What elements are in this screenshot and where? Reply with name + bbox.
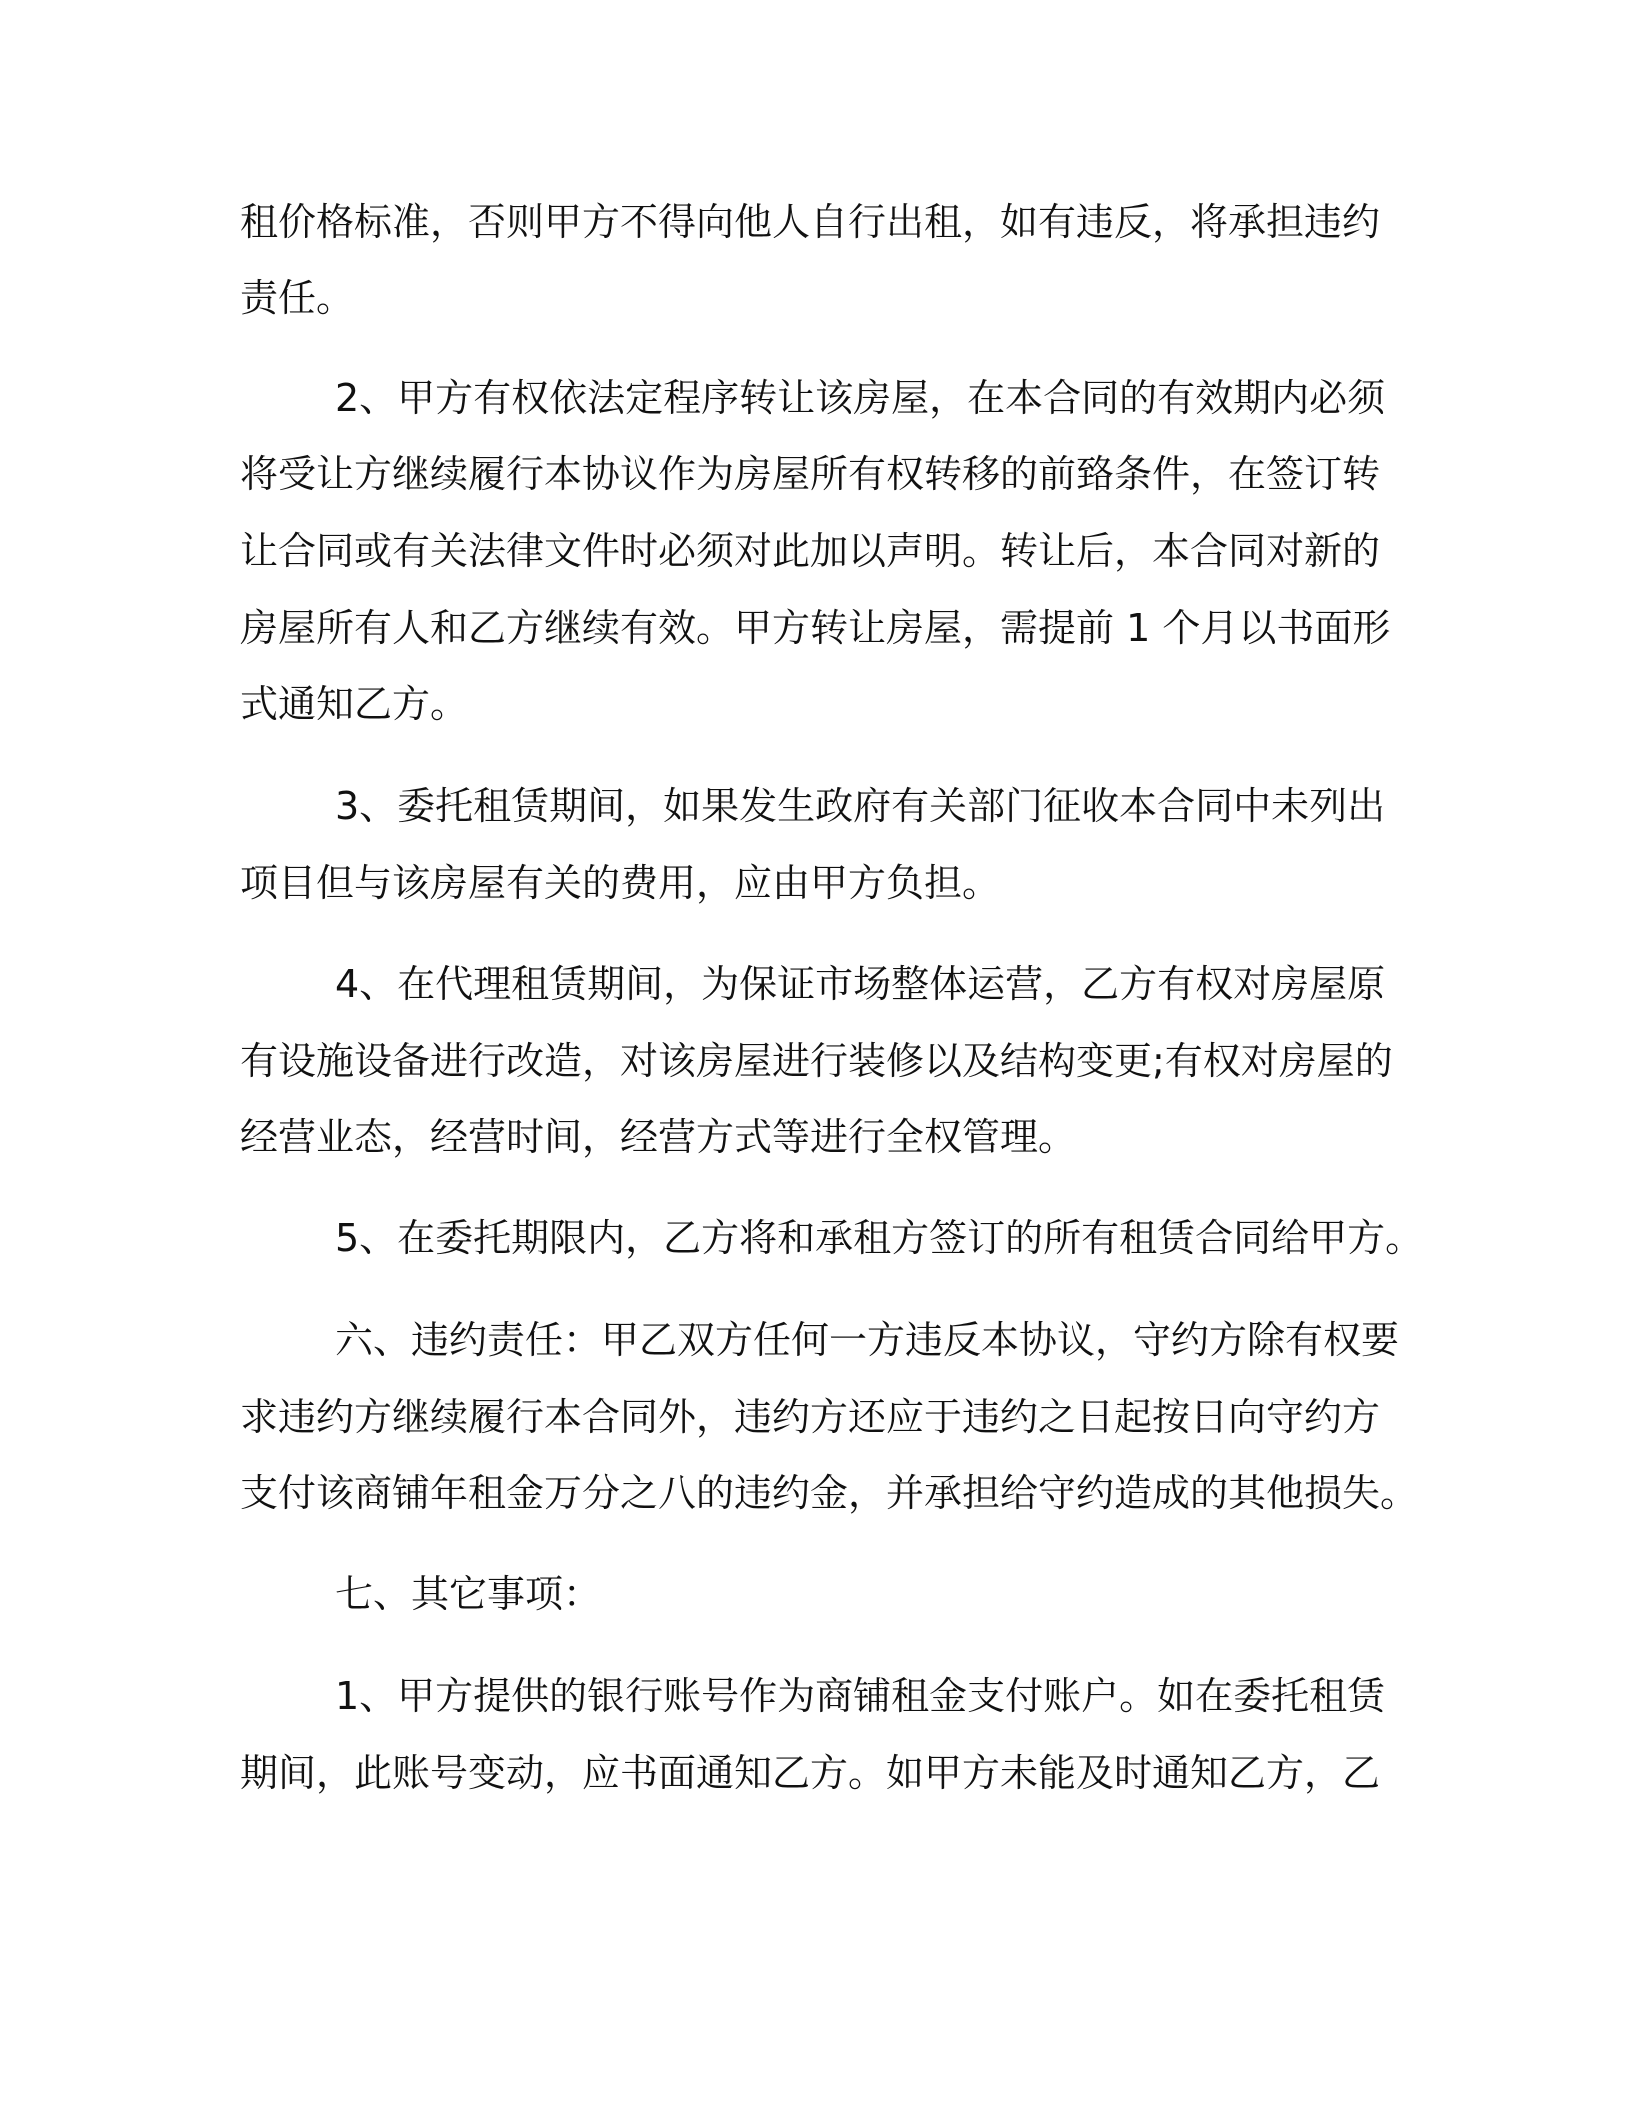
text-line: 租价格标准，否则甲方不得向他人自行出租，如有违反，将承担违约 xyxy=(240,200,1381,244)
text-line: 求违约方继续履行本合同外，违约方还应于违约之日起按日向守约方 xyxy=(240,1395,1381,1439)
text-line: 支付该商铺年租金万分之八的违约金，并承担给守约造成的其他损失。 xyxy=(240,1471,1419,1515)
paragraph-start-line: 2、甲方有权依法定程序转让该房屋，在本合同的有效期内必须 xyxy=(335,376,1386,420)
text-line: 期间，此账号变动，应书面通知乙方。如甲方未能及时通知乙方，乙 xyxy=(240,1751,1381,1795)
text-line: 让合同或有关法律文件时必须对此加以声明。转让后，本合同对新的 xyxy=(240,529,1381,573)
text-line: 有设施设备进行改造，对该房屋进行装修以及结构变更;有权对房屋的 xyxy=(240,1039,1393,1083)
text-line: 将受让方继续履行本协议作为房屋所有权转移的前臵条件，在签订转 xyxy=(240,452,1381,496)
section-heading-line: 七、其它事项： xyxy=(335,1572,602,1616)
text-line: 经营业态，经营时间，经营方式等进行全权管理。 xyxy=(240,1115,1077,1159)
text-line: 责任。 xyxy=(240,276,355,320)
paragraph-start-line: 5、在委托期限内，乙方将和承租方签订的所有租赁合同给甲方。 xyxy=(335,1216,1424,1260)
text-line: 房屋所有人和乙方继续有效。甲方转让房屋，需提前 1 个月以书面形 xyxy=(240,606,1391,650)
paragraph-start-line: 4、在代理租赁期间，为保证市场整体运营，乙方有权对房屋原 xyxy=(335,962,1386,1006)
text-line: 项目但与该房屋有关的费用，应由甲方负担。 xyxy=(240,861,1001,905)
text-line: 式通知乙方。 xyxy=(240,682,469,726)
paragraph-start-line: 1、甲方提供的银行账号作为商铺租金支付账户。如在委托租赁 xyxy=(335,1674,1386,1718)
section-heading-line: 六、违约责任：甲乙双方任何一方违反本协议，守约方除有权要 xyxy=(335,1318,1400,1362)
paragraph-start-line: 3、委托租赁期间，如果发生政府有关部门征收本合同中未列出 xyxy=(335,784,1386,828)
